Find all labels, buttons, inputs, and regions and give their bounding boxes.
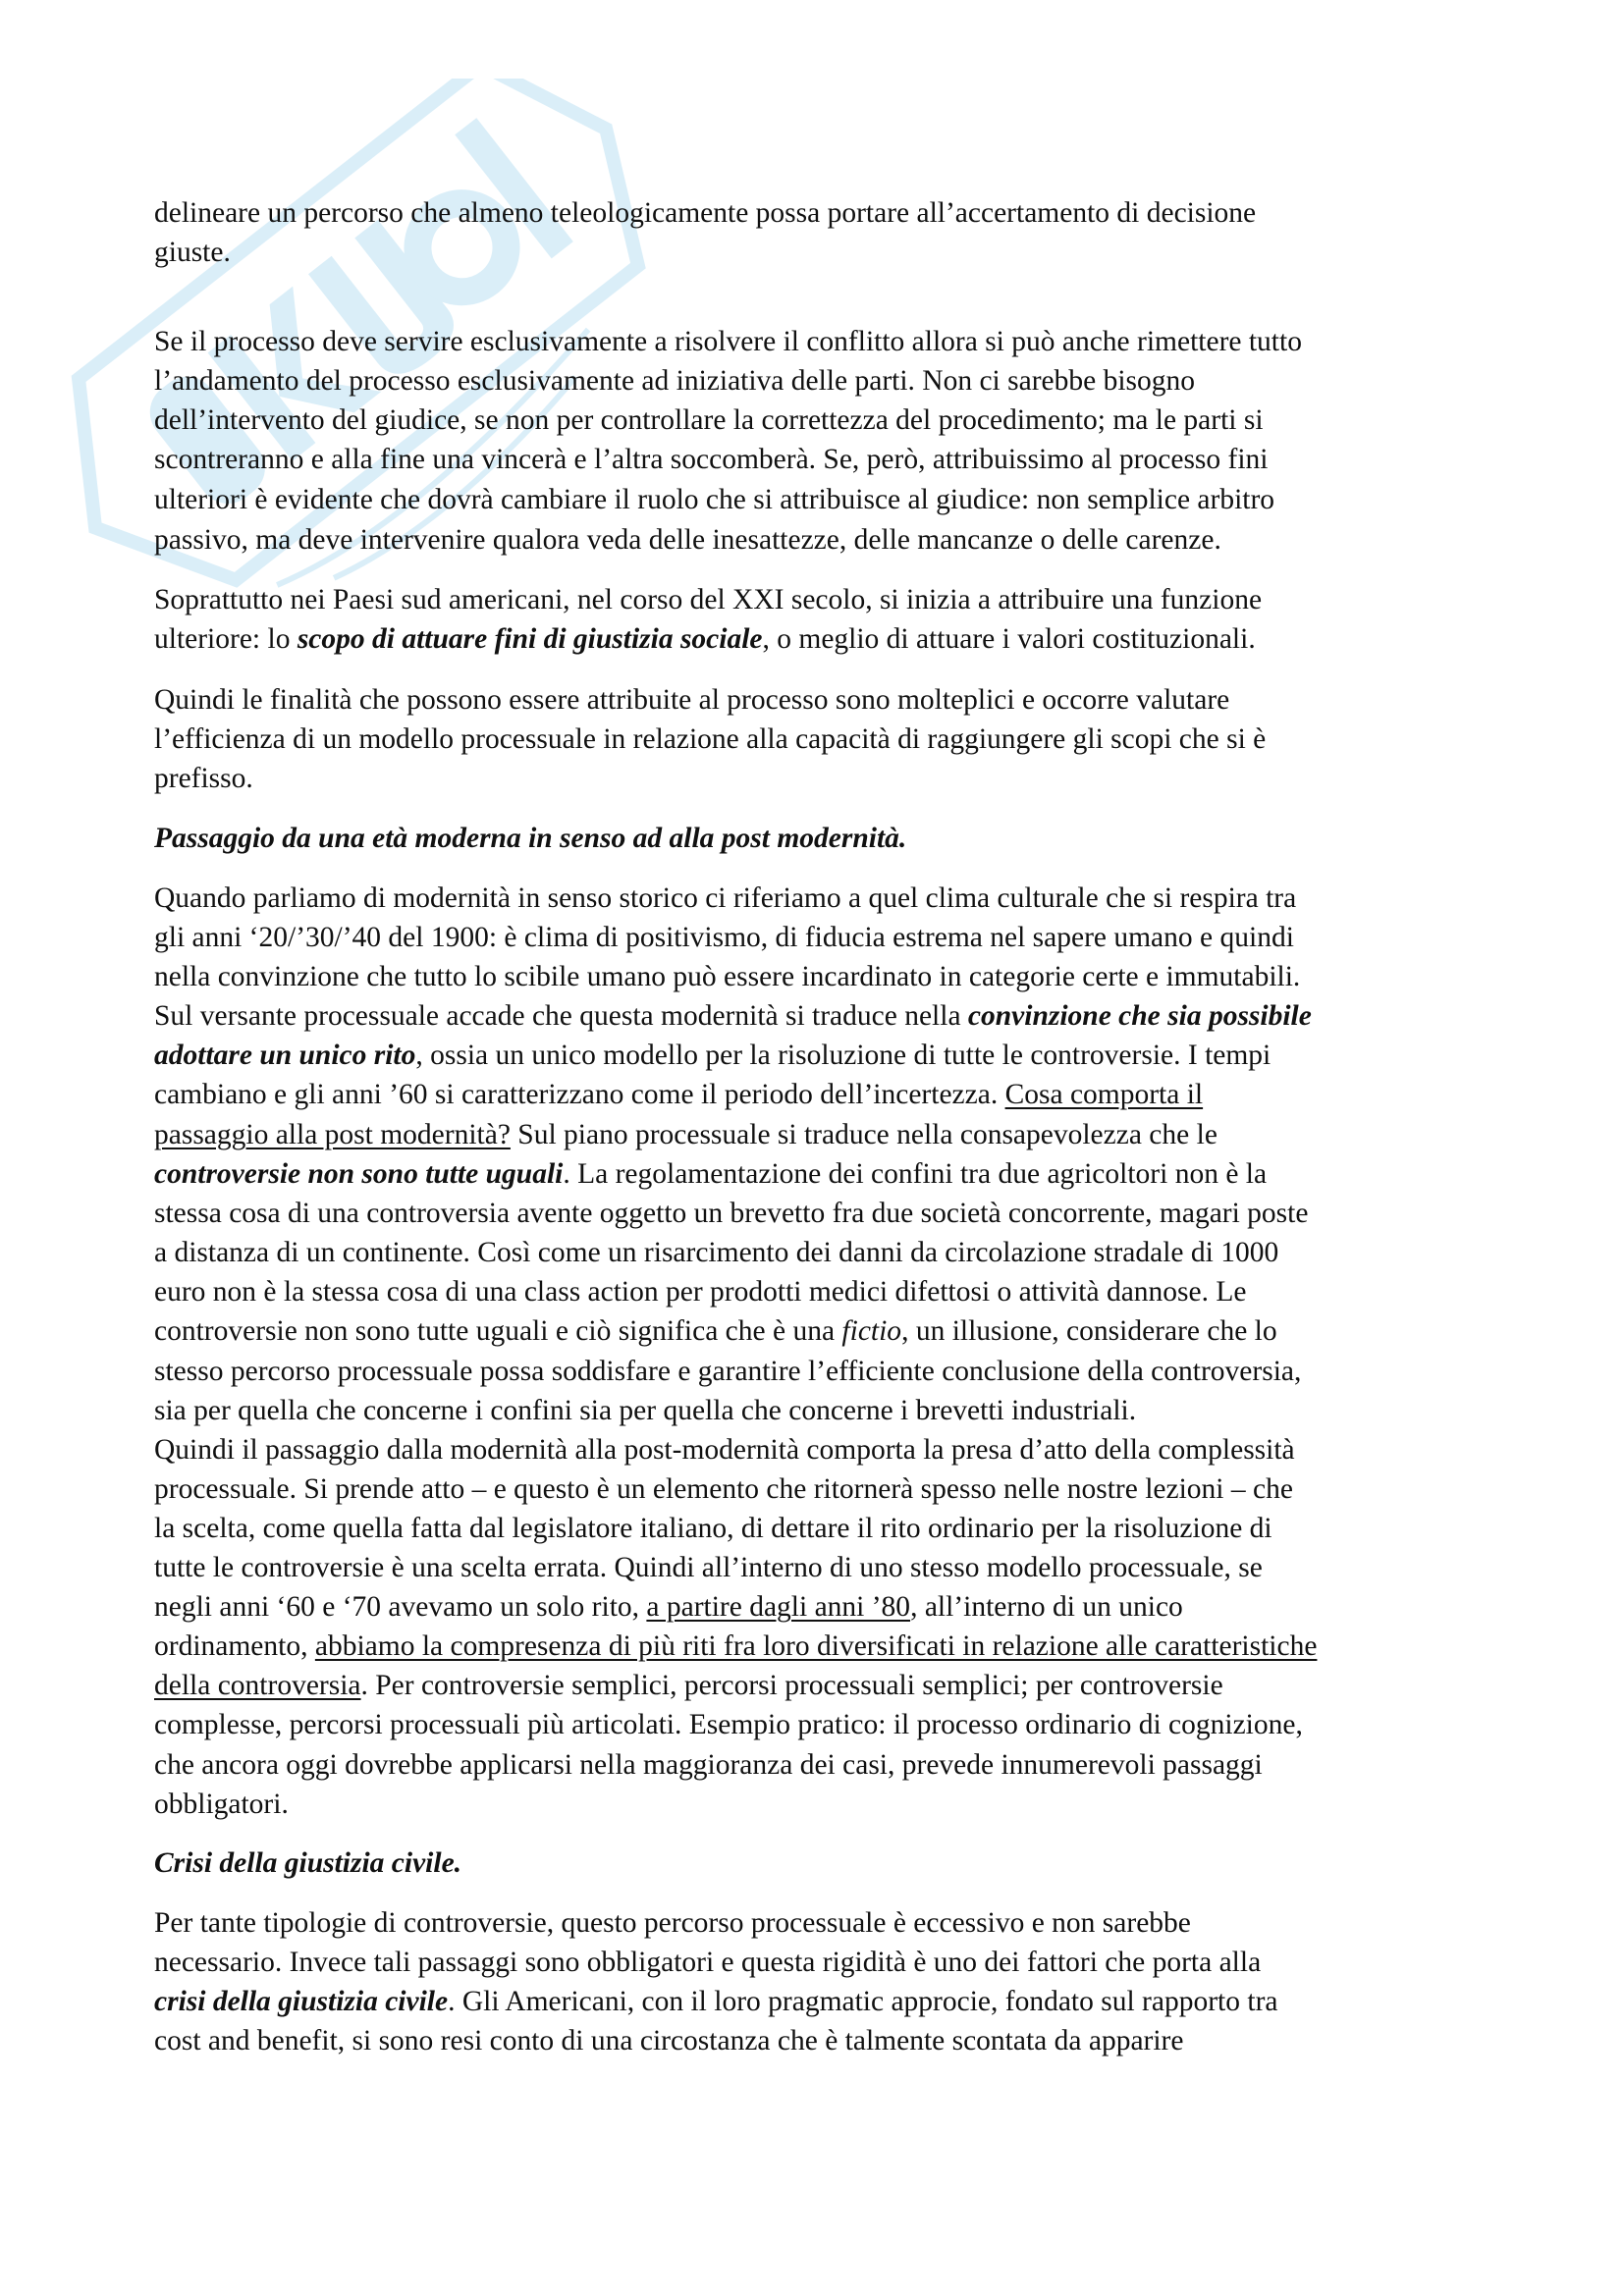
emphasis-text: convinzione che sia possibile (967, 1000, 1312, 1032)
text-run: complesse, percorsi processuali più articolati. Esempio pratico: il processo ordinario di cognizione, (154, 1709, 1303, 1740)
italic-text: fictio (841, 1315, 902, 1347)
emphasis-text: crisi della giustizia civile (154, 1986, 449, 2017)
text-run: Quindi il passaggio dalla modernità alla post-modernità comporta la presa d’atto della complessità (154, 1434, 1295, 1466)
underlined-text: a partire dagli anni ’80 (646, 1591, 911, 1623)
text-run: la scelta, come quella fatta dal legislatore italiano, di dettare il rito ordinario per la risoluzione di (154, 1513, 1272, 1544)
text-line (154, 1903, 1191, 1943)
text-line (154, 759, 253, 798)
text-run: Sul piano processuale si traduce nella consapevolezza che le (510, 1119, 1217, 1150)
text-line (154, 1943, 1261, 1982)
text-run: cost and benefit, si sono resi conto di una circostanza che è talmente scontata da apparire (154, 2025, 1184, 2056)
text-run: cambiano e gli anni ’60 si caratterizzano come il periodo dell’incertezza. (154, 1079, 1005, 1110)
text-line (154, 879, 1296, 918)
text-line (154, 1311, 1277, 1351)
text-line (154, 1075, 1203, 1114)
text-line (154, 1982, 1277, 2021)
text-run: gli anni ‘20/’30/’40 del 1900: è clima di positivismo, di fiducia estrema nel sapere umano e quindi (154, 922, 1294, 953)
text-run: Per tante tipologie di controversie, questo percorso processuale è eccessivo e non sarebbe (154, 1907, 1191, 1939)
emphasis-text: scopo di attuare fini di giustizia sociale (297, 623, 763, 655)
underlined-text: della controversia (154, 1670, 361, 1701)
underlined-text: abbiamo la compresenza di più riti fra loro diversificati in relazione alle caratteristiche (314, 1630, 1318, 1662)
text-run: stesso percorso processuale possa soddisfare e garantire l’efficiente conclusione della controversia, (154, 1356, 1302, 1387)
text-run: , un illusione, considerare che lo (901, 1315, 1277, 1347)
text-line (154, 1391, 1136, 1430)
text-line (154, 1352, 1301, 1391)
text-line (154, 1745, 1263, 1785)
text-line (154, 480, 1274, 519)
text-line (154, 1785, 289, 1824)
text-run: obbligatori. (154, 1789, 289, 1820)
text-line (154, 1115, 1217, 1154)
text-run: passivo, ma deve intervenire qualora veda delle inesattezze, delle mancanze o delle carenze. (154, 524, 1221, 556)
text-line (154, 580, 1262, 619)
text-line (154, 1469, 1293, 1509)
text-run: , all’interno di un unico (910, 1591, 1183, 1623)
text-line (154, 2021, 1183, 2060)
text-line (154, 233, 231, 272)
text-run: . Per controversie semplici, percorsi processuali semplici; per controversie (360, 1670, 1223, 1701)
text-line (154, 1194, 1308, 1233)
text-run: Quando parliamo di modernità in senso storico ci riferiamo a quel clima culturale che si respira tra (154, 882, 1297, 914)
text-run: . La regolamentazione dei confini tra due agricoltori non è la (563, 1158, 1268, 1190)
text-run: ordinamento, (154, 1630, 315, 1662)
text-run: l’efficienza di un modello processuale in relazione alla capacità di raggiungere gli scopi che si è (154, 723, 1267, 755)
text-run: dell’intervento del giudice, se non per controllare la correttezza del procedimento; ma le parti si (154, 404, 1264, 436)
text-run: controversie non sono tutte uguali e ciò significa che è una (154, 1315, 842, 1347)
text-line (154, 819, 906, 858)
text-line (154, 1587, 1183, 1627)
text-line (154, 1509, 1272, 1548)
text-run: nella convinzione che tutto lo scibile umano può essere incardinato in categorie certe e immutabili. (154, 961, 1301, 992)
text-line (154, 400, 1264, 440)
text-line (154, 1430, 1295, 1469)
text-line (154, 957, 1300, 996)
text-line (154, 1154, 1267, 1194)
emphasis-text: Passaggio da una età moderna in senso ad alla post modernità. (154, 823, 907, 854)
text-line (154, 1233, 1278, 1272)
underlined-text: Cosa comporta il (1004, 1079, 1204, 1110)
text-line (154, 1705, 1303, 1744)
emphasis-text: Crisi della giustizia civile. (154, 1847, 462, 1879)
emphasis-text: controversie non sono tutte uguali (154, 1158, 564, 1190)
text-run: ulteriori è evidente che dovrà cambiare il ruolo che si attribuisce al giudice: non semplice arbitro (154, 484, 1275, 515)
text-run: Se il processo deve servire esclusivamente a risolvere il conflitto allora si può anche rimettere tutto (154, 326, 1302, 357)
text-line (154, 520, 1221, 560)
text-run: l’andamento del processo esclusivamente ad iniziativa delle parti. Non ci sarebbe bisogno (154, 365, 1196, 397)
underlined-text: passaggio alla post modernità? (154, 1119, 511, 1150)
text-run: necessario. Invece tali passaggi sono obbligatori e questa rigidità è uno dei fattori che porta alla (154, 1947, 1262, 1978)
text-line (154, 619, 1256, 659)
text-run: che ancora oggi dovrebbe applicarsi nella maggioranza dei casi, prevede innumerevoli passaggi (154, 1749, 1263, 1781)
text-line (154, 1627, 1317, 1666)
text-run: processuale. Si prende atto – e questo è un elemento che ritornerà spesso nelle nostre lezioni – che (154, 1473, 1293, 1505)
text-run: ulteriore: lo (154, 623, 298, 655)
text-run: delineare un percorso che almeno teleologicamente possa portare all’accertamento di decisione (154, 197, 1257, 229)
text-run: tutte le controversie è una scelta errata. Quindi all’interno di uno stesso modello processuale, se (154, 1552, 1263, 1583)
text-run: prefisso. (154, 763, 253, 794)
text-line (154, 440, 1269, 479)
text-line (154, 1272, 1247, 1311)
text-run: , o meglio di attuare i valori costituzionali. (762, 623, 1256, 655)
text-run: Soprattutto nei Paesi sud americani, nel corso del XXI secolo, si inizia a attribuire una funzione (154, 584, 1263, 615)
text-line (154, 996, 1312, 1036)
text-run: , ossia un unico modello per la risoluzione di tutte le controversie. I tempi (415, 1040, 1271, 1071)
text-line (154, 1548, 1263, 1587)
text-run: a distanza di un continente. Così come un risarcimento dei danni da circolazione stradale di 1000 (154, 1237, 1279, 1268)
text-run: . Gli Americani, con il loro pragmatic approcie, fondato sul rapporto tra (448, 1986, 1278, 2017)
text-line (154, 1843, 461, 1883)
text-line (154, 1666, 1223, 1705)
text-line (154, 918, 1294, 957)
text-run: Quindi le finalità che possono essere attribuite al processo sono molteplici e occorre valutare (154, 684, 1230, 716)
text-line (154, 720, 1266, 759)
text-line (154, 1036, 1271, 1075)
text-line (154, 361, 1195, 400)
text-line (154, 193, 1256, 233)
text-run: negli anni ‘60 e ‘70 avevamo un solo rito, (154, 1591, 647, 1623)
text-run: sia per quella che concerne i confini sia per quella che concerne i brevetti industriali. (154, 1395, 1137, 1426)
text-line (154, 322, 1302, 361)
text-run: Sul versante processuale accade che questa modernità si traduce nella (154, 1000, 968, 1032)
emphasis-text: adottare un unico rito (154, 1040, 416, 1071)
text-run: giuste. (154, 237, 231, 268)
text-run: scontreranno e alla fine una vincerà e l’altra soccomberà. Se, però, attribuissimo al processo fini (154, 444, 1269, 475)
text-run: stessa cosa di una controversia avente oggetto un brevetto fra due società concorrente, magari poste (154, 1198, 1309, 1229)
text-line (154, 680, 1229, 720)
text-run: euro non è la stessa cosa di una class action per prodotti medici difettosi o attività dannose. Le (154, 1276, 1247, 1308)
